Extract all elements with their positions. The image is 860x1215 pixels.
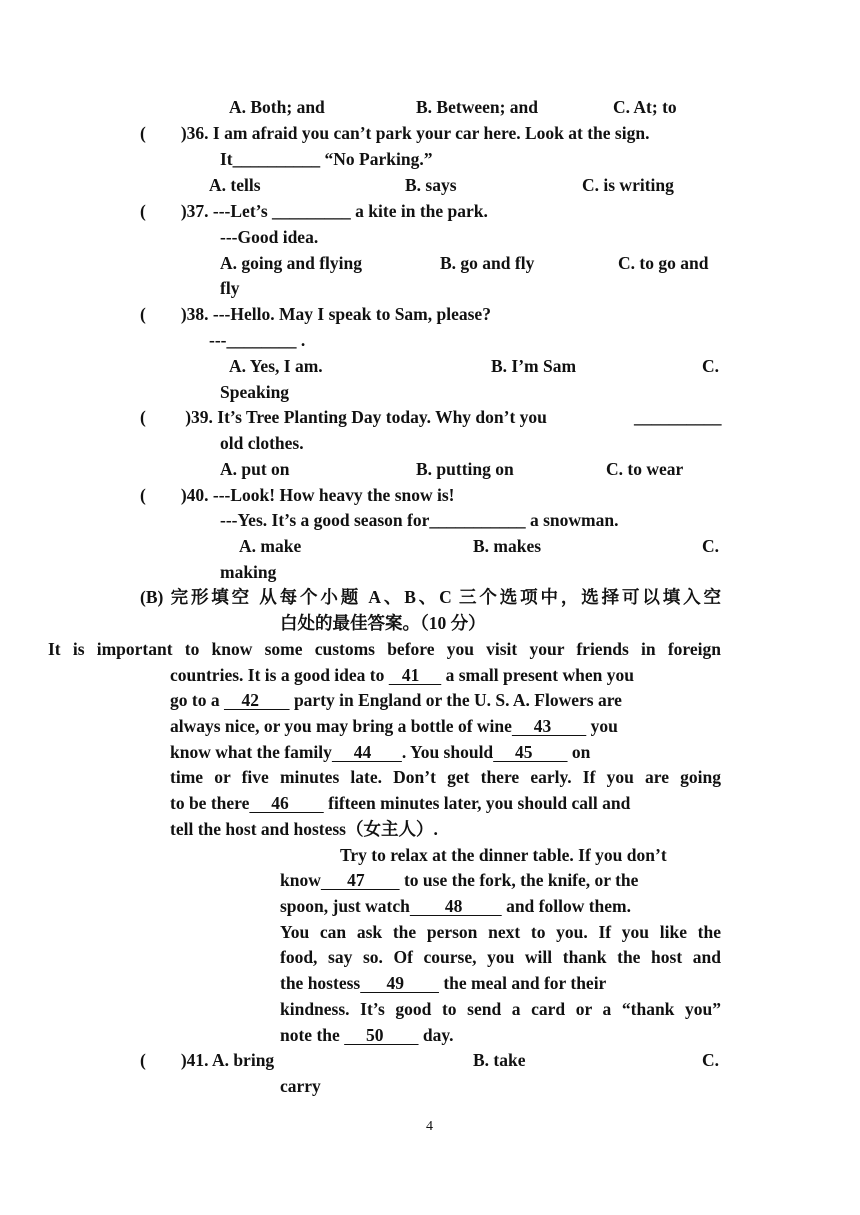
passage-text: to use the fork, the knife, or the [399, 870, 639, 890]
q36-text-end: “No Parking.” [320, 149, 433, 169]
blank-47: 47 [320, 870, 400, 890]
q39-option-a: A. put on [220, 459, 290, 479]
blank-41: 41 [388, 665, 442, 685]
passage-line-11 [280, 896, 631, 916]
q40-question: ( )40. ---Look! How heavy the snow is! [140, 485, 455, 505]
q41-option-c-wrap: carry [280, 1076, 321, 1096]
passage-line-16 [280, 1025, 454, 1045]
q35-option-a: A. Both; and [229, 97, 325, 117]
q37-text-end: a kite in the park. [350, 201, 488, 221]
q36-blank: __________ [232, 149, 321, 169]
q39-option-b: B. putting on [416, 459, 514, 479]
q38-reply-end: . [296, 330, 306, 350]
section-b-heading: (B) 完形填空 从每个小题 A、B、C 三个选项中，选择可以填入空 [140, 587, 721, 607]
passage-line-9: Try to relax at the dinner table. If you don’t [340, 845, 667, 865]
passage-line-7 [170, 793, 630, 813]
q37-option-b: B. go and fly [440, 253, 535, 273]
passage-text: go to a [170, 690, 224, 710]
q37-option-c-wrap: fly [220, 278, 240, 298]
passage-text: fifteen minutes later, you should call and [323, 793, 631, 813]
q37-question [140, 201, 488, 221]
passage-text: party in England or the U. S. A. Flowers are [289, 690, 622, 710]
blank-42: 42 [223, 690, 290, 710]
q40-blank: ___________ [429, 510, 526, 530]
passage-line-6: time or five minutes late. Don’t get there early. If you are going [170, 767, 721, 787]
q40-reply [220, 510, 618, 530]
q38-reply [209, 330, 305, 350]
q38-reply-dash: --- [209, 330, 227, 350]
q36-text-start: It [220, 149, 233, 169]
q38-option-b: B. I’m Sam [491, 356, 577, 376]
q36-option-b: B. says [405, 175, 457, 195]
passage-text: countries. It is a good idea to [170, 665, 385, 685]
passage-text: you [586, 716, 618, 736]
q39-option-c: C. to wear [606, 459, 684, 479]
blank-50: 50 [344, 1025, 419, 1045]
q40-option-c: C. [702, 536, 720, 556]
q36-option-c: C. is writing [582, 175, 674, 195]
q41-option-b: B. take [473, 1050, 526, 1070]
q38-question: ( )38. ---Hello. May I speak to Sam, please? [140, 304, 491, 324]
q35-option-c: C. At; to [613, 97, 677, 117]
passage-line-4 [170, 716, 618, 736]
blank-45: 45 [493, 742, 568, 762]
q40-option-c-wrap: making [220, 562, 277, 582]
q37-blank: _________ [272, 201, 351, 221]
q41-question: ( )41. A. bring [140, 1050, 275, 1070]
q39-continuation: old clothes. [220, 433, 304, 453]
passage-line-15: kindness. It’s good to send a card or a “thank you” [280, 999, 721, 1019]
passage-text: know [280, 870, 321, 890]
passage-text: note the [280, 1025, 345, 1045]
q39-question: ( )39. It’s Tree Planting Day today. Why don’t you [140, 407, 547, 427]
passage-line-3 [170, 690, 622, 710]
blank-48: 48 [409, 896, 502, 916]
blank-44: 44 [331, 742, 402, 762]
passage-text: on [567, 742, 591, 762]
passage-text: and follow them. [501, 896, 632, 916]
passage-text: day. [418, 1025, 454, 1045]
q38-option-c-wrap: Speaking [220, 382, 290, 402]
passage-line-1: It is important to know some customs before you visit your friends in foreign [48, 639, 721, 659]
passage-text: the meal and for their [438, 973, 607, 993]
passage-line-13: food, say so. Of course, you will thank the host and [280, 947, 721, 967]
passage-line-12: You can ask the person next to you. If you like the [280, 922, 721, 942]
passage-line-14 [280, 973, 606, 993]
section-b-heading-cont: 白处的最佳答案。（10 分） [280, 613, 486, 633]
passage-line-2 [170, 665, 634, 685]
q40-reply-end: a snowman. [525, 510, 619, 530]
q38-option-a: A. Yes, I am. [229, 356, 323, 376]
q36-option-a: A. tells [209, 175, 261, 195]
q40-reply-start: ---Yes. It’s a good season for [220, 510, 430, 530]
passage-text: always nice, or you may bring a bottle of wine [170, 716, 512, 736]
q40-option-b: B. makes [473, 536, 542, 556]
passage-line-10 [280, 870, 638, 890]
blank-43: 43 [511, 716, 587, 736]
passage-line-8: tell the host and hostess（女主人）. [170, 819, 438, 839]
blank-46: 46 [249, 793, 324, 813]
passage-text: to be there [170, 793, 250, 813]
passage-line-5 [170, 742, 590, 762]
passage-text: a small present when you [441, 665, 634, 685]
passage-text: know what the family [170, 742, 332, 762]
q40-option-a: A. make [239, 536, 302, 556]
page-number: 4 [426, 1119, 433, 1134]
q41-option-c: C. [702, 1050, 720, 1070]
q36-question: ( )36. I am afraid you can’t park your car here. Look at the sign. [140, 123, 650, 143]
q39-blank: __________ [634, 407, 722, 427]
q38-blank: ________ [226, 330, 297, 350]
passage-text: . You should [401, 742, 494, 762]
q37-reply: ---Good idea. [220, 227, 319, 247]
q35-option-b: B. Between; and [416, 97, 539, 117]
passage-text: the hostess [280, 973, 361, 993]
q37-option-a: A. going and flying [220, 253, 362, 273]
blank-49: 49 [360, 973, 439, 993]
passage-text: spoon, just watch [280, 896, 410, 916]
q38-option-c: C. [702, 356, 720, 376]
q37-option-c: C. to go and [618, 253, 709, 273]
q36-continuation [220, 149, 432, 169]
q37-text-start: ( )37. ---Let’s [140, 201, 273, 221]
